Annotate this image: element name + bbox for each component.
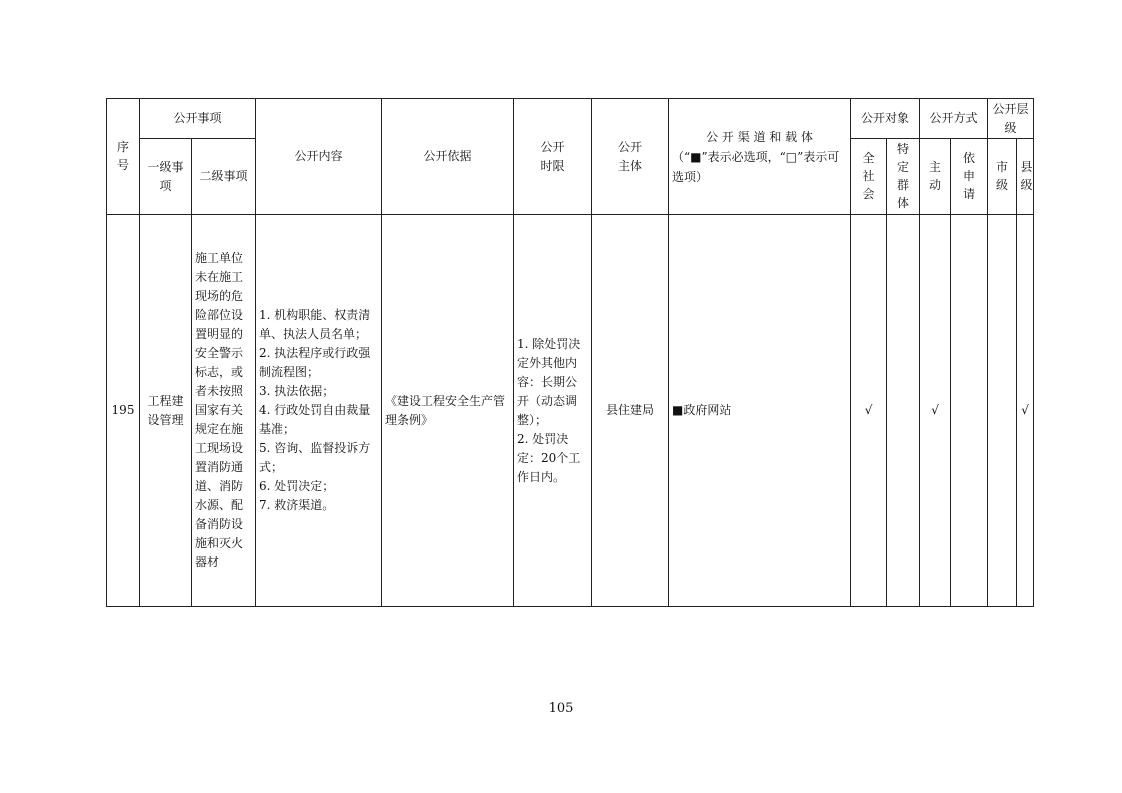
header-channel: 公 开 渠 道 和 载 体 （“■”表示必选项，“□”表示可选项） bbox=[669, 99, 851, 215]
table-row bbox=[107, 215, 1034, 607]
header-matter: 公开事项 bbox=[140, 99, 256, 139]
header-specific-group: 特定群体 bbox=[887, 139, 920, 215]
header-basis: 公开依据 bbox=[382, 99, 514, 215]
header-time-limit: 公开 时限 bbox=[514, 99, 592, 215]
row-subject: 县住建局 bbox=[592, 215, 669, 607]
row-on-request-check bbox=[951, 215, 988, 607]
header-content: 公开内容 bbox=[256, 99, 382, 215]
header-seq: 序号 bbox=[107, 99, 140, 215]
row-time-limit: 1. 除处罚决定外其他内容：长期公开（动态调整）； 2. 处罚决定：20个工作日内。 bbox=[514, 215, 592, 607]
header-county: 县级 bbox=[1017, 139, 1034, 215]
row-level1: 工程建设管理 bbox=[140, 215, 192, 607]
row-channel: ■政府网站 bbox=[669, 215, 851, 607]
row-content: 1. 机构职能、权责清单、执法人员名单； 2. 执法程序或行政强制流程图； 3. 执法依据； 4. 行政处罚自由裁量基准； 5. 咨询、监督投诉方式； 6. 处罚决定； 7. 救济渠道。 bbox=[256, 215, 382, 607]
header-method: 公开方式 bbox=[920, 99, 988, 139]
row-specific-group-check bbox=[887, 215, 920, 607]
row-active-check: √ bbox=[920, 215, 951, 607]
row-county-check: √ bbox=[1017, 215, 1034, 607]
row-all-society-check: √ bbox=[851, 215, 887, 607]
row-basis: 《建设工程安全生产管理条例》 bbox=[382, 215, 514, 607]
header-level: 公开层级 bbox=[988, 99, 1034, 139]
header-level2: 二级事项 bbox=[192, 139, 256, 215]
header-on-request: 依申请 bbox=[951, 139, 988, 215]
header-active: 主动 bbox=[920, 139, 951, 215]
header-subject: 公开 主体 bbox=[592, 99, 669, 215]
header-row-1 bbox=[107, 99, 1034, 139]
header-city: 市级 bbox=[988, 139, 1017, 215]
header-all-society: 全社会 bbox=[851, 139, 887, 215]
page-number: 105 bbox=[548, 701, 574, 716]
disclosure-table bbox=[106, 98, 1034, 607]
row-level2: 施工单位未在施工现场的危险部位设置明显的安全警示标志，或者未按照国家有关规定在施工现场设置消防通道、消防水源、配备消防设施和灭火器材 bbox=[192, 215, 256, 607]
header-target: 公开对象 bbox=[851, 99, 920, 139]
header-level1: 一级事项 bbox=[140, 139, 192, 215]
row-city-check bbox=[988, 215, 1017, 607]
row-seq: 195 bbox=[107, 215, 140, 607]
